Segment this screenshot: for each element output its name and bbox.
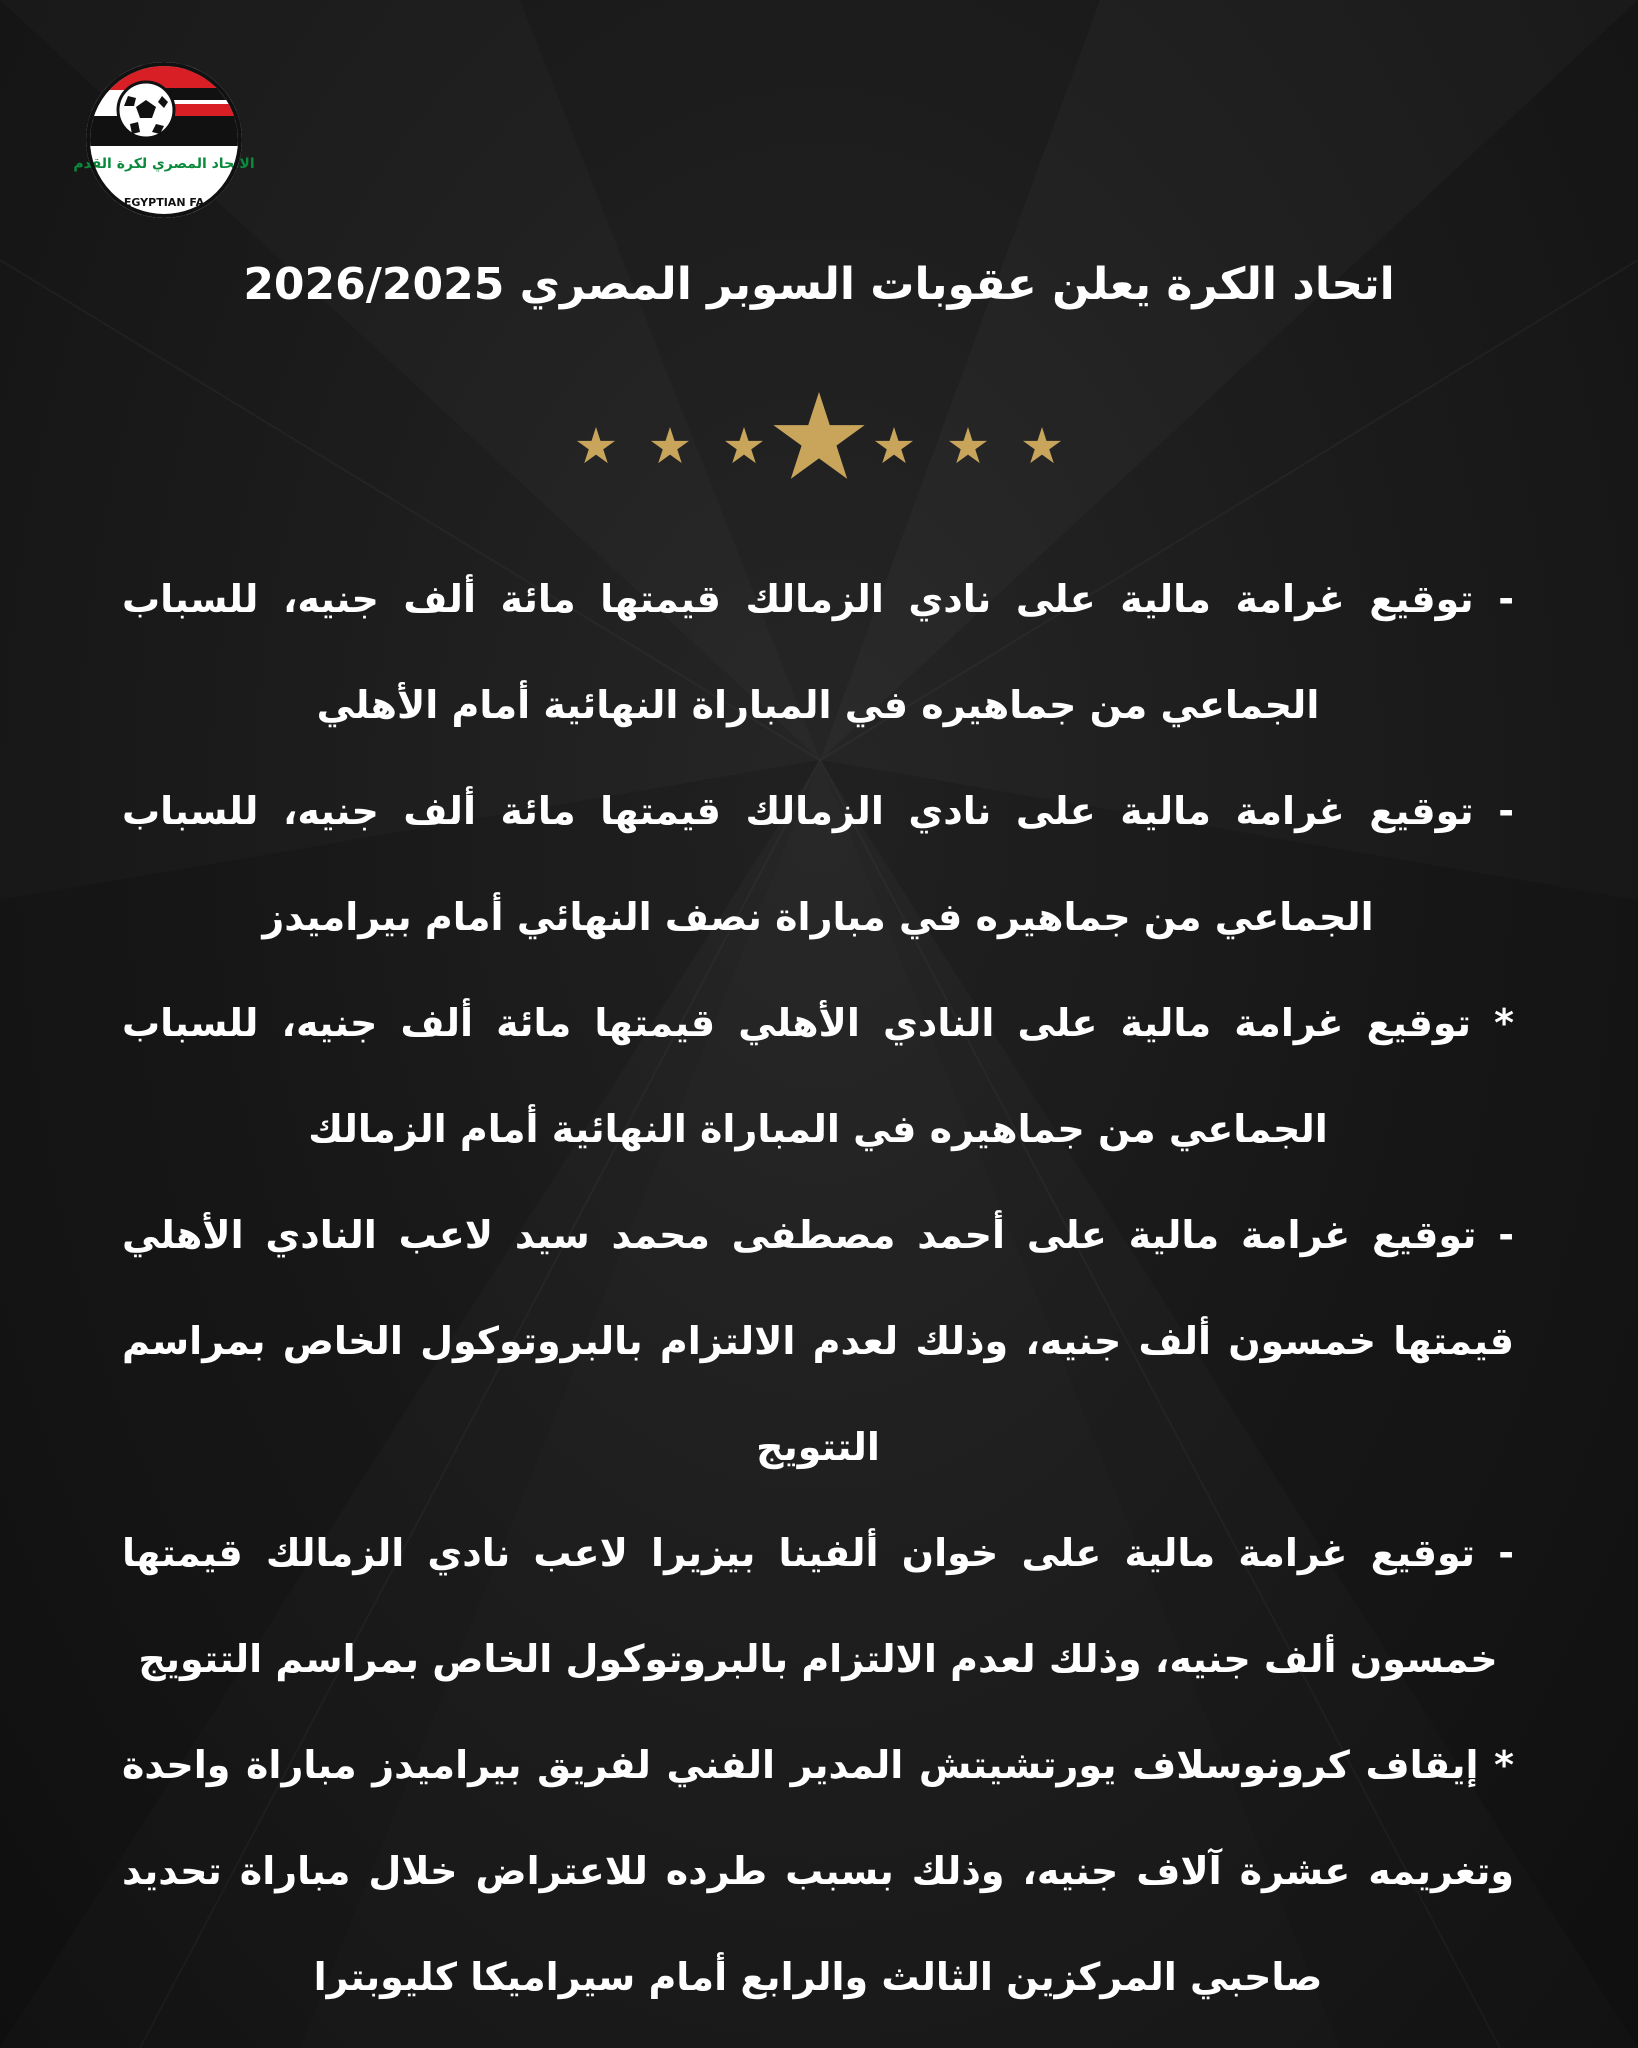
penalty-paragraph: * إيقاف كرونوسلاف يورتشيتش المدير الفني لفريق بيراميدز مباراة واحدة وتغريمه عشرة آلاف جنيه، وذلك بسبب طرده للاعتراض خلال مباراة تحديد صاحبي المركزين الثالث والرابع أمام سيراميكا كليوبترا <box>122 1743 1514 1999</box>
star-icon <box>875 427 913 463</box>
penalty-paragraph: - توقيع غرامة مالية على نادي الزمالك قيمتها مائة ألف جنيه، للسباب الجماعي من جماهيره في مباراة نصف النهائي أمام بيراميدز <box>122 789 1514 939</box>
page-title: اتحاد الكرة يعلن عقوبات السوبر المصري 2026/2025 <box>243 259 1395 310</box>
big-star-icon <box>773 392 864 479</box>
penalty-paragraph: - توقيع غرامة مالية على خوان ألفينا بيزيرا لاعب نادي الزمالك قيمتها خمسون ألف جنيه، وذلك لعدم الالتزام بالبروتوكول الخاص بمراسم التتويج <box>122 1531 1514 1681</box>
egyptian-fa-logo <box>73 60 255 220</box>
penalty-paragraph: - توقيع غرامة مالية على أحمد مصطفى محمد سيد لاعب النادي الأهلي قيمتها خمسون ألف جنيه، وذلك لعدم الالتزام بالبروتوكول الخاص بمراسم التتويج <box>122 1213 1514 1469</box>
star-icon <box>725 427 763 463</box>
logo-text-english: EGYPTIAN FA <box>123 196 205 209</box>
stars-divider <box>569 388 1069 488</box>
star-icon <box>577 427 615 463</box>
penalty-paragraph: * توقيع غرامة مالية على النادي الأهلي قيمتها مائة ألف جنيه، للسباب الجماعي من جماهيره في المباراة النهائية أمام الزمالك <box>122 1001 1514 1151</box>
star-icon <box>1023 427 1061 463</box>
star-icon <box>651 427 689 463</box>
logo-text-arabic: الاتحاد المصري لكرة القدم <box>73 156 255 172</box>
penalty-paragraph: - توقيع غرامة مالية على نادي الزمالك قيمتها مائة ألف جنيه، للسباب الجماعي من جماهيره في المباراة النهائية أمام الأهلي <box>122 577 1514 727</box>
star-icon <box>949 427 987 463</box>
announcement-body <box>122 546 1514 2030</box>
